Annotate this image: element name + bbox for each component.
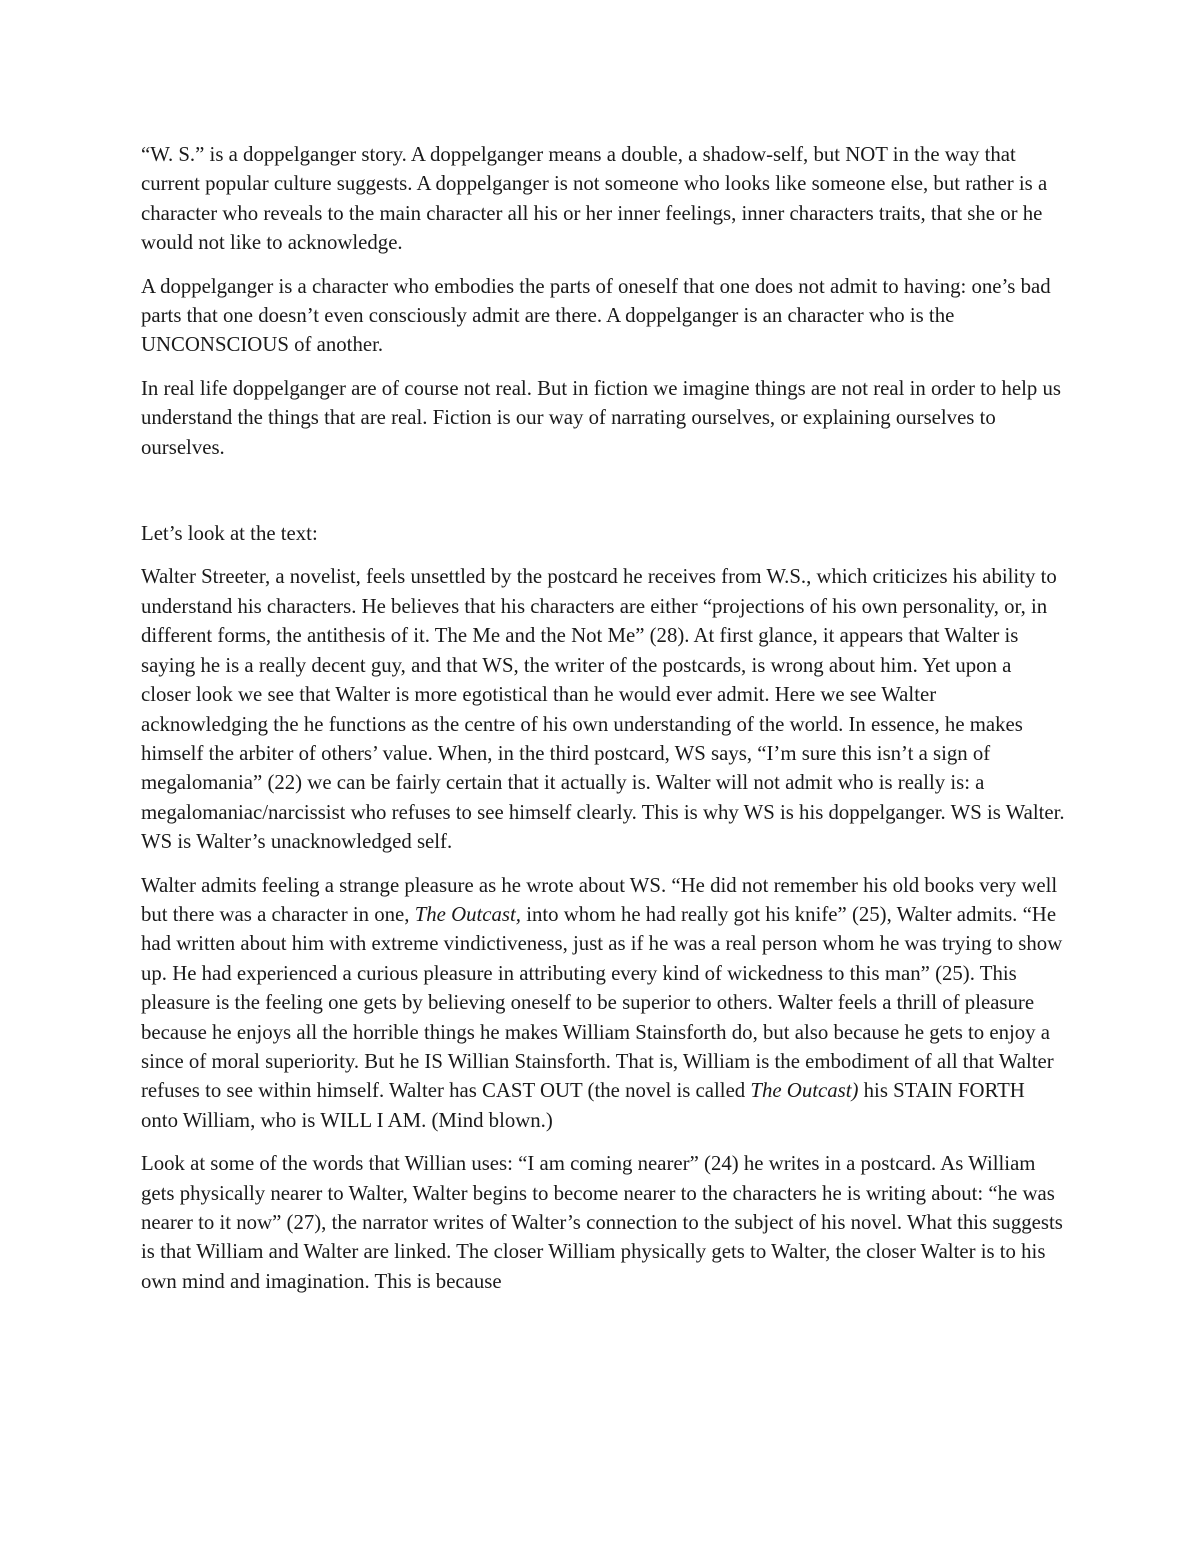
paragraph-lets-look: Let’s look at the text:: [141, 522, 318, 546]
paragraph-intro: “W. S.” is a doppelganger story. A doppelganger means a double, a shadow-self, but NOT in the way that current popular culture suggests. A doppelganger is not someone who looks like someone else, but rather is a character who reveals to the main character all his or her inner feelings, inner characters traits, that she or he would not like to acknowledge.: [141, 143, 1048, 255]
blank-line: [141, 476, 1066, 519]
text-run: into whom he had really got his knife” (25), Walter admits. “He had written about him with extreme vindictiveness, just as if he was a real person whom he was trying to show up. He had experienced a curious pleasure in attributing every kind of wickedness to this man” (25). This pleasure is the feeling one gets by believing oneself to be superior to others. Walter feels a thrill of pleasure because he enjoys all the horrible things he makes William Stainsforth do, but also because he gets to enjoy a since of moral superiority. But he IS Willian Stainsforth. That is, William is the embodiment of all that Walter refuses to see within himself. Walter has CAST OUT (the novel is called: [141, 902, 1063, 1103]
book-title-italic: The Outcast,: [414, 902, 521, 926]
paragraph-coming-nearer: Look at some of the words that Willian uses: “I am coming nearer” (24) he writes in a postcard. As William gets physically nearer to Walter, Walter begins to become nearer to the characters he is writing about: “he was nearer to it now” (27), the narrator writes of Walter’s connection to the subject of his novel. What this suggests is that William and Walter are linked. The closer William physically gets to Walter, the closer Walter is to his own mind and imagination. This is because: [141, 1152, 1063, 1293]
paragraph-strange-pleasure: [141, 871, 1066, 1136]
paragraph-walter-streeter: Walter Streeter, a novelist, feels unsettled by the postcard he receives from W.S., which criticizes his ability to understand his characters. He believes that his characters are either “projections of his own personality, or, in different forms, the antithesis of it. The Me and the Not Me” (28). At first glance, it appears that Walter is saying he is a really decent guy, and that WS, the writer of the postcards, is wrong about him. Yet upon a closer look we see that Walter is more egotistical than he would ever admit. Here we see Walter acknowledging the he functions as the centre of his own understanding of the world. In essence, he makes himself the arbiter of others’ value. When, in the third postcard, WS says, “I’m sure this isn’t a sign of megalomania” (22) we can be fairly certain that it actually is. Walter will not admit who is really is: a megalomaniac/narcissist who refuses to see himself clearly. This is why WS is his doppelganger. WS is Walter. WS is Walter’s unacknowledged self.: [141, 565, 1065, 854]
book-title-italic: The Outcast): [750, 1079, 859, 1103]
document-page: [141, 140, 1066, 1310]
text-run: Walter admits feeling a strange pleasure as he wrote about WS. “He did not remember his old books very well but there was a character in one,: [141, 873, 1058, 926]
text-run: his STAIN FORTH onto William, who is WILL I AM. (Mind blown.): [141, 1079, 1025, 1132]
paragraph-fiction: In real life doppelganger are of course not real. But in fiction we imagine things are not real in order to help us understand the things that are real. Fiction is our way of narrating ourselves, or explaining ourselves to ourselves.: [141, 376, 1061, 459]
paragraph-definition: A doppelganger is a character who embodies the parts of oneself that one does not admit to having: one’s bad parts that one doesn’t even consciously admit are there. A doppelganger is an character who is the UNCONSCIOUS of another.: [141, 274, 1051, 357]
